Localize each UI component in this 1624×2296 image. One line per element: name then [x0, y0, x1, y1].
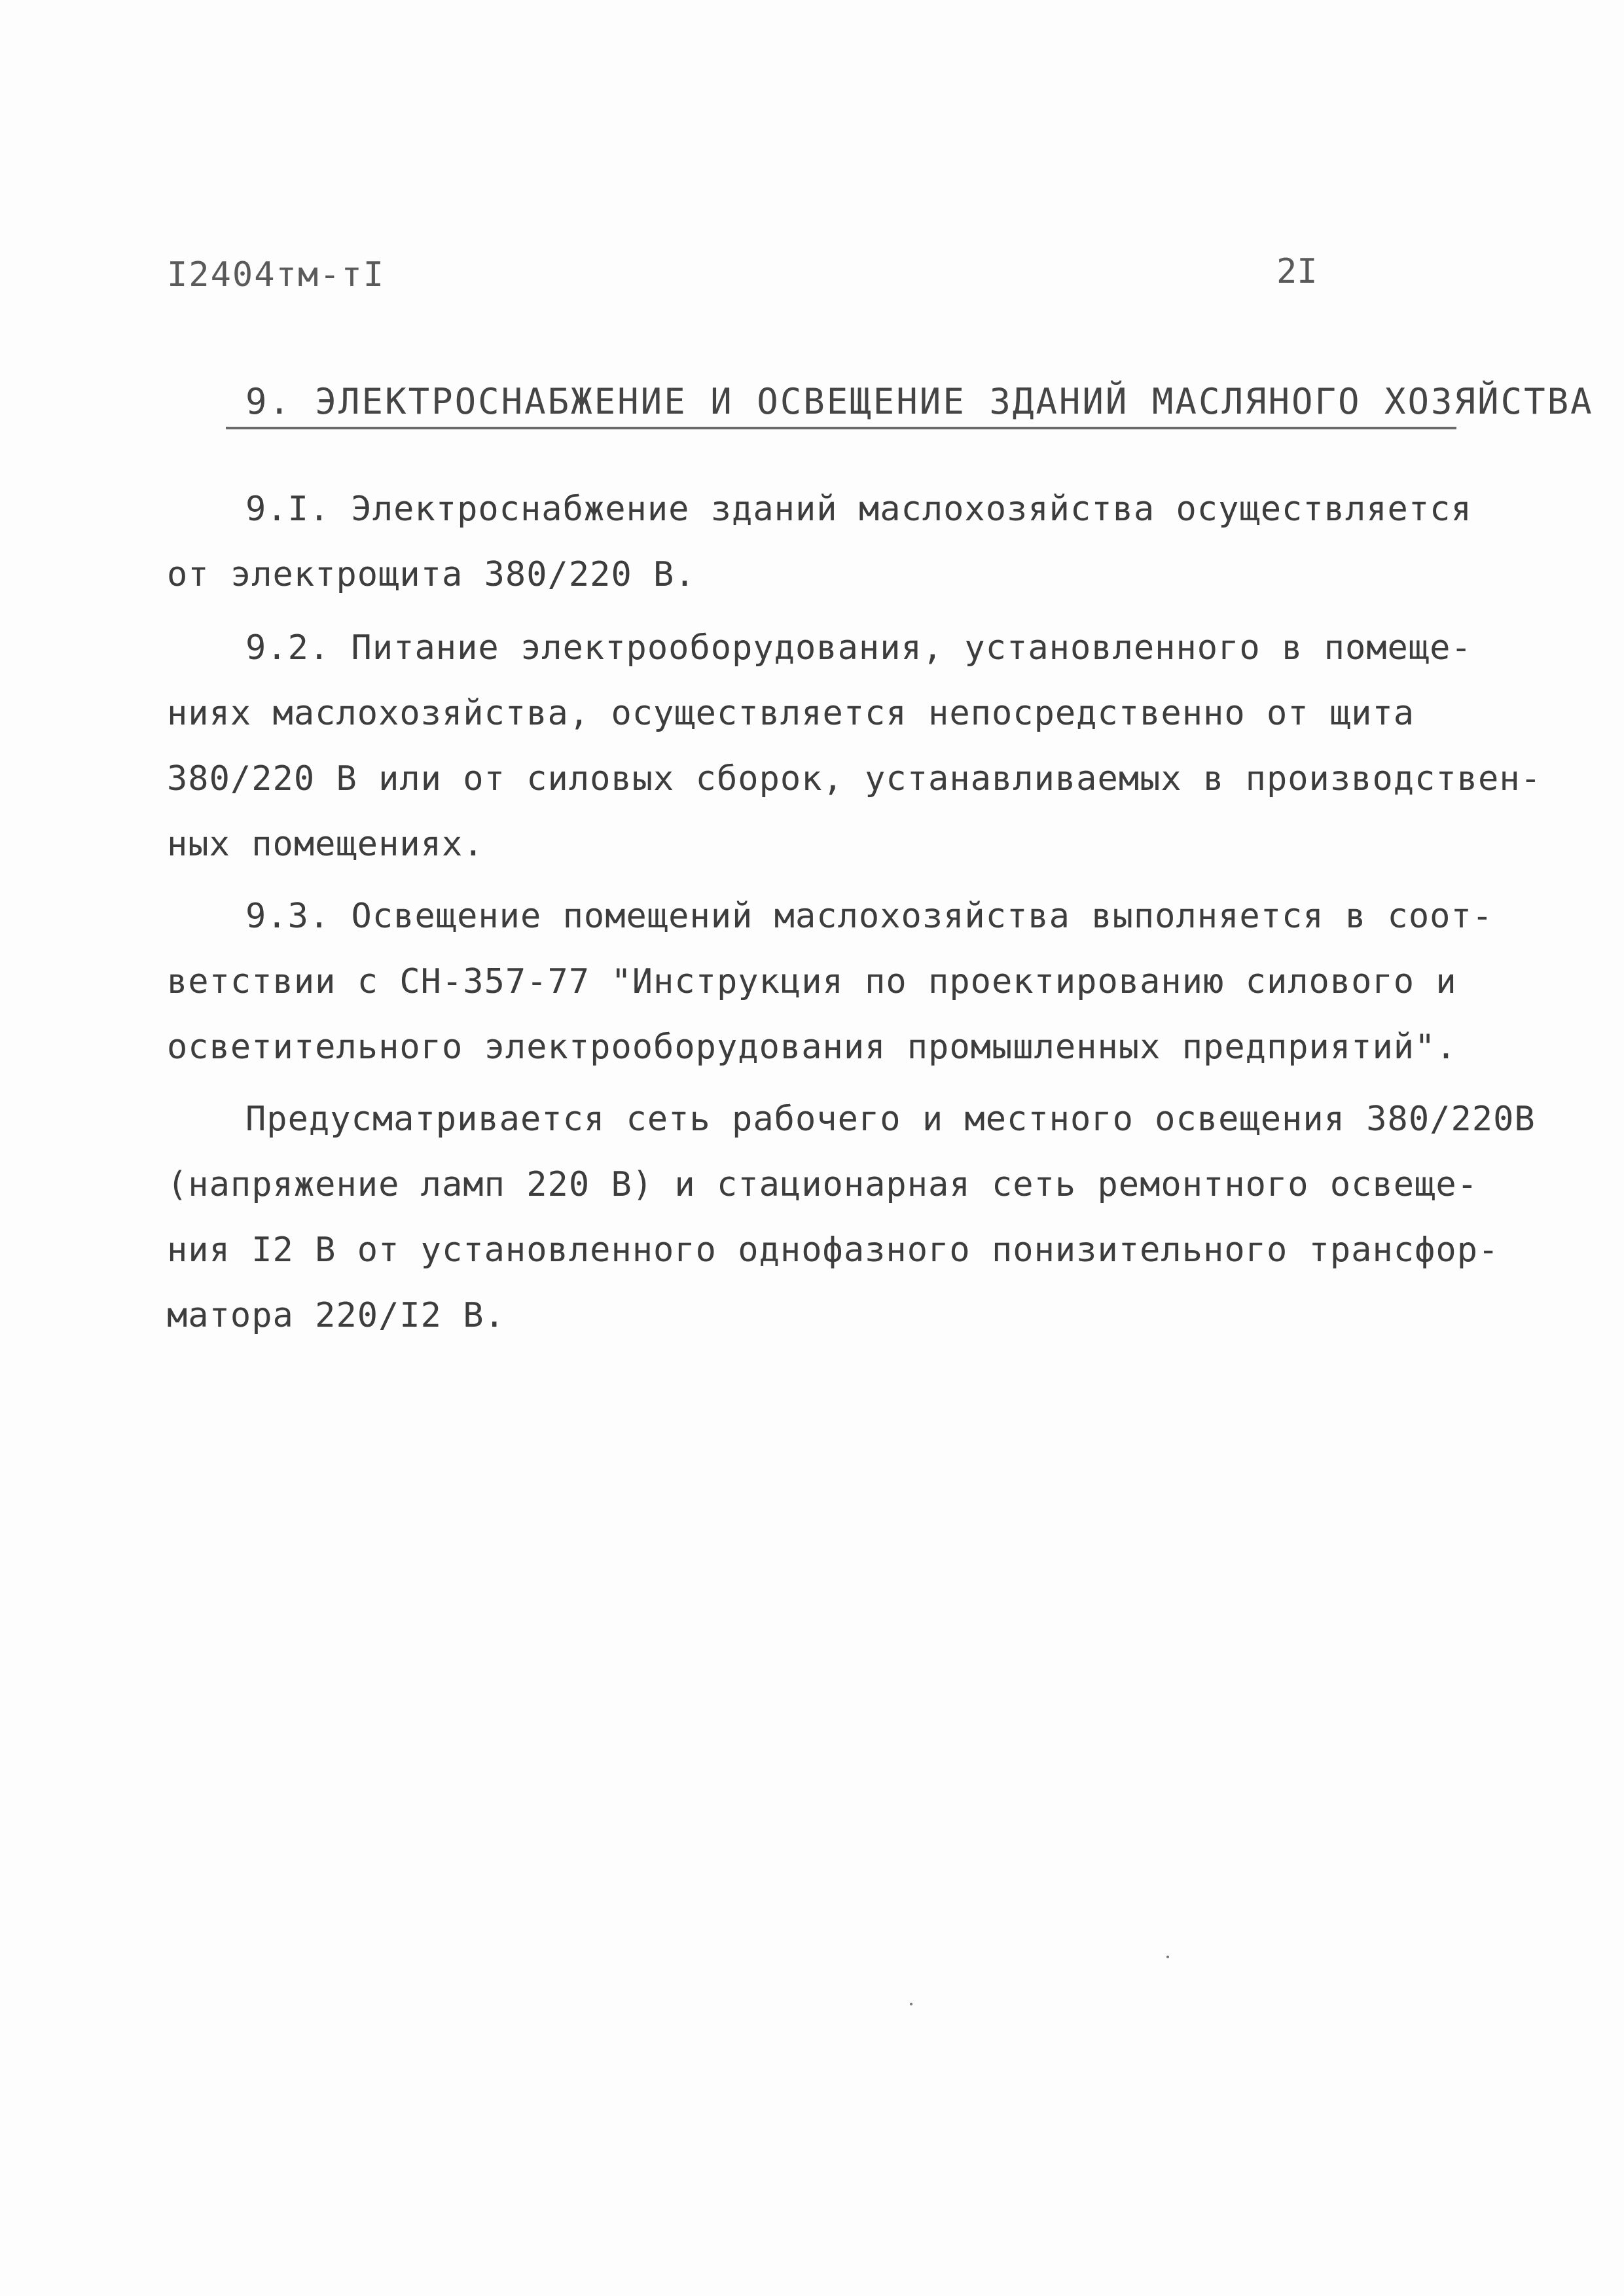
title-underline	[226, 427, 1456, 429]
paragraph-line: осветительного электрооборудования промышленных предприятий".	[167, 1028, 1457, 1067]
scan-speck	[1166, 1956, 1169, 1958]
paragraph-line: матора 220/I2 В.	[167, 1296, 505, 1335]
paragraph-line: 9.3. Освещение помещений маслохозяйства выполняется в соот-	[245, 897, 1494, 936]
section-title: 9. ЭЛЕКТРОСНАБЖЕНИЕ И ОСВЕЩЕНИЕ ЗДАНИЙ МАСЛЯНОГО ХОЗЯЙСТВА	[245, 381, 1594, 422]
paragraph-line: ния I2 В от установленного однофазного понизительного трансфор-	[167, 1230, 1500, 1270]
paragraph-line: 9.I. Электроснабжение зданий маслохозяйства осуществляется	[245, 490, 1472, 529]
paragraph-line: от электрощита 380/220 В.	[167, 555, 696, 594]
paragraph-line: ных помещениях.	[167, 825, 484, 864]
page-number: 2I	[1276, 252, 1318, 291]
paragraph-line: 9.2. Питание электрооборудования, установленного в помеще-	[245, 628, 1472, 668]
paragraph-line: ветствии с СН-357-77 "Инструкция по проектированию силового и	[167, 962, 1457, 1001]
scan-speck	[910, 2003, 912, 2005]
paragraph-line: (напряжение ламп 220 В) и стационарная сеть ремонтного освеще-	[167, 1165, 1479, 1204]
paragraph-line: ниях маслохозяйства, осуществляется непосредственно от щита	[167, 694, 1415, 733]
paragraph-line: Предусматривается сеть рабочего и местного освещения 380/220В	[245, 1100, 1536, 1139]
paragraph-line: 380/220 В или от силовых сборок, устанавливаемых в производствен-	[167, 759, 1542, 798]
document-code: I2404тм-тI	[167, 255, 386, 295]
